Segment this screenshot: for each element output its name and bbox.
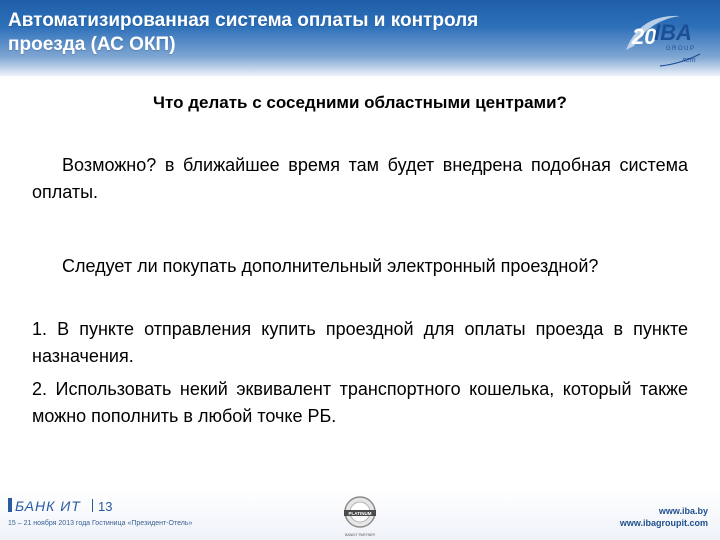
badge-text: PLATINUM [348,511,372,516]
paragraph-question: Следует ли покупать дополнительный электронный проездной? [62,256,599,276]
iba-logo-text: IBA [654,20,692,45]
slide-title-line1: Автоматизированная система оплаты и контроля [8,10,479,31]
iba-logo-small: лет [682,57,696,64]
footer-links [620,505,708,529]
footer-link-ibagroupit[interactable]: www.ibagroupit.com [619,518,708,528]
list-item-1: 1. В пункте отправления купить проездной для оплаты проезда в пункте назначения. [32,319,688,366]
slide-header [0,0,720,76]
bankit-logo-number: 13 [98,499,113,514]
bankit-logo [8,494,120,516]
footer-link-iba-by[interactable]: www.iba.by [658,506,708,516]
event-caption: 15 – 21 ноября 2013 года Гостиница «Президент-Отель» [8,520,193,527]
iba-logo-number: 20 [632,24,657,49]
iba-logo-subtext: GROUP [666,46,696,52]
iba-logo [620,6,706,72]
bankit-logo-text: БАНК ИТ [15,498,81,514]
paragraph-possibility: Возможно? в ближайшее время там будет внедрена подобная система оплаты. [32,155,688,202]
question-heading: Что делать с соседними областными центрами? [153,93,567,112]
slide-title-line2: проезда (АС ОКП) [8,34,176,55]
badge-caption: BANKIT PARTNER [345,533,375,537]
list-item-2: 2. Использовать некий эквивалент транспортного кошелька, который также можно пополнить в любой точке РБ. [32,379,688,426]
slide-title [8,9,588,57]
platinum-partner-badge [340,494,380,540]
